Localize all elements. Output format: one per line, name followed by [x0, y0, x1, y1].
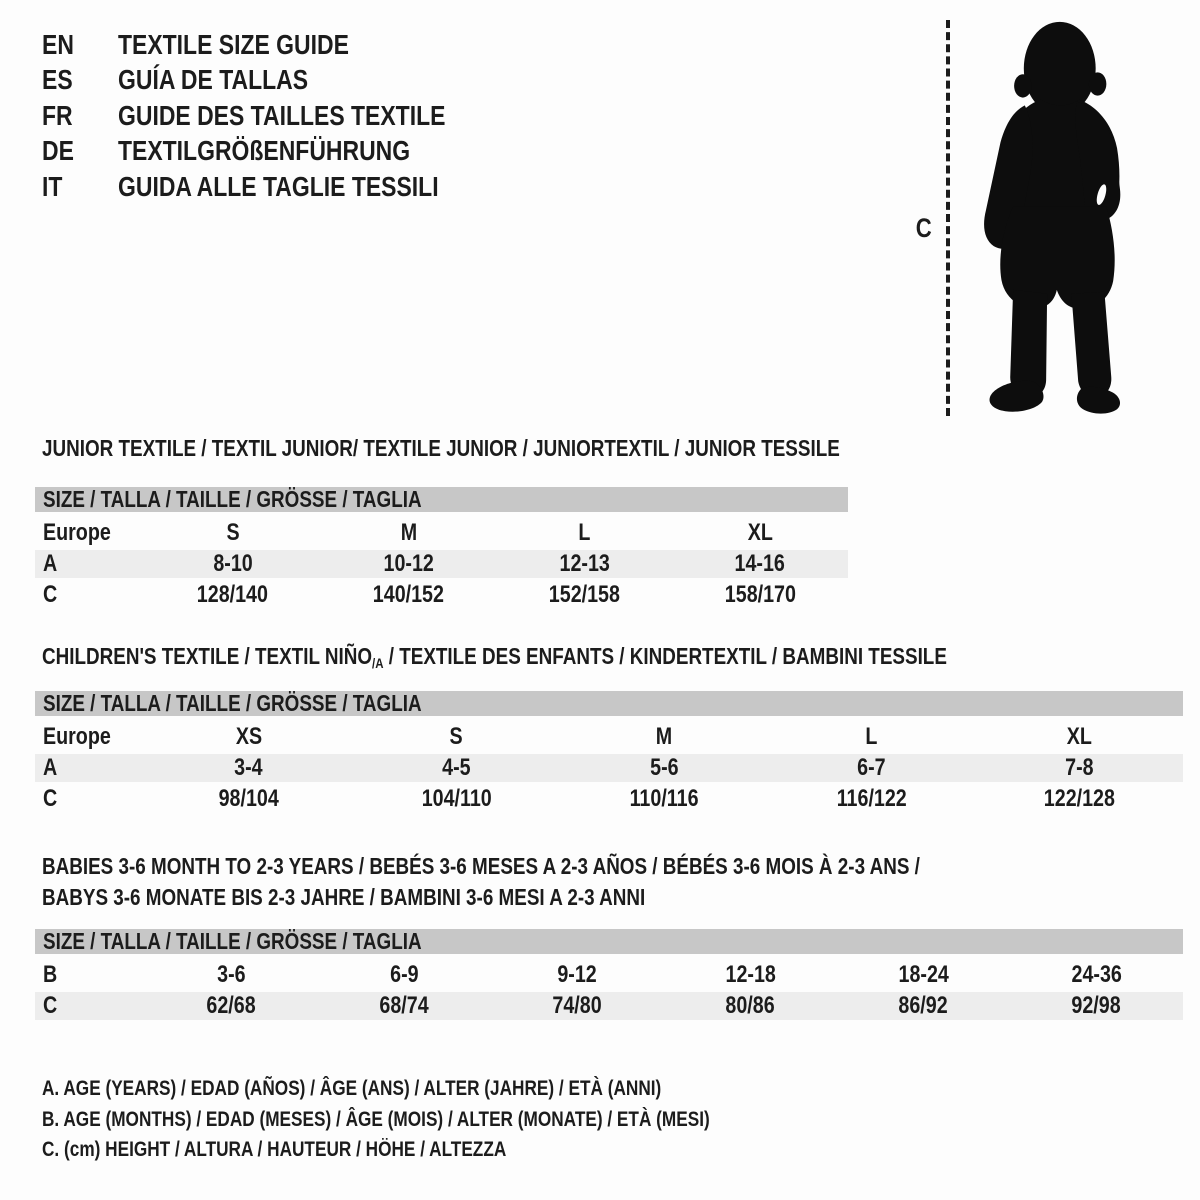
- size-column: L: [865, 722, 878, 750]
- language-row-fr: [42, 98, 517, 134]
- language-code: IT: [42, 170, 63, 202]
- language-code: DE: [42, 135, 74, 167]
- row-label: Europe: [43, 518, 111, 546]
- cell-value: 3-4: [234, 753, 264, 781]
- cell-value: 7-8: [1064, 753, 1094, 781]
- row-label: C: [43, 784, 58, 812]
- table-row-a: [35, 752, 1183, 783]
- children-size-table: [35, 691, 1183, 814]
- cell-value: 6-9: [390, 960, 419, 988]
- language-code: ES: [42, 64, 73, 96]
- cell-value: 158/170: [724, 580, 796, 608]
- size-column: M: [655, 722, 673, 750]
- babies-section-title: BABIES 3-6 MONTH TO 2-3 YEARS / BEBÉS 3-6 MESES A 2-3 AÑOS / BÉBÉS 3-6 MOIS À 2-3 ANS / BABYS 3-6 MONATE BIS 2-3 JAHRE / BAMBINI 3-6 MESI A 2-3 ANNI: [42, 853, 920, 910]
- cell-value: 9-12: [557, 960, 598, 988]
- cell-value: 3-6: [217, 960, 246, 988]
- size-header-label: SIZE / TALLA / TAILLE / GRÖSSE / TAGLIA: [43, 690, 422, 716]
- cell-value: 12-13: [559, 549, 610, 577]
- size-header-label: SIZE / TALLA / TAILLE / GRÖSSE / TAGLIA: [43, 486, 422, 512]
- nino-a-subscript: /A: [372, 655, 384, 671]
- cell-value: 62/68: [206, 991, 257, 1019]
- cell-value: 6-7: [857, 753, 886, 781]
- cell-value: 110/116: [629, 784, 699, 812]
- table-row-c: [35, 783, 1183, 814]
- row-label: Europe: [43, 722, 111, 750]
- cell-value: 4-5: [442, 753, 471, 781]
- language-row-en: [42, 27, 517, 63]
- cell-value: 14-16: [734, 549, 786, 577]
- cell-value: 152/158: [548, 580, 620, 608]
- children-section-title: CHILDREN'S TEXTILE / TEXTIL $NIÑO_{/A}$ / TEXTILE DES ENFANTS / KINDERTEXTIL / BAMBINI TESSILE: [42, 643, 947, 671]
- language-row-es: [42, 63, 517, 99]
- table-row-europe: [35, 721, 1183, 752]
- cell-value: 128/140: [197, 580, 269, 608]
- language-code: FR: [42, 99, 73, 131]
- table-row-europe: [35, 517, 848, 548]
- size-column: S: [449, 722, 463, 750]
- language-title: TEXTILE SIZE GUIDE: [118, 28, 349, 60]
- row-label: C: [43, 580, 58, 608]
- row-label: B: [43, 960, 58, 988]
- cell-value: 74/80: [552, 991, 603, 1019]
- row-label: A: [43, 549, 58, 577]
- language-row-de: [42, 134, 517, 170]
- size-column: XL: [747, 518, 773, 546]
- toddler-silhouette-icon: [966, 16, 1136, 418]
- cell-value: 68/74: [379, 991, 430, 1019]
- size-header-bar: [35, 691, 1183, 716]
- row-label: C: [43, 991, 58, 1019]
- height-measure-line: [946, 20, 950, 416]
- cell-value: 98/104: [218, 784, 279, 812]
- cell-value: 86/92: [898, 991, 949, 1019]
- size-column: XL: [1066, 722, 1092, 750]
- language-title: GUIDA ALLE TAGLIE TESSILI: [118, 170, 439, 202]
- size-column: S: [226, 518, 240, 546]
- size-column: M: [400, 518, 417, 546]
- language-list: [42, 27, 517, 205]
- size-header-bar: [35, 929, 1183, 954]
- junior-size-table: [35, 487, 848, 610]
- cell-value: 5-6: [649, 753, 679, 781]
- size-header-bar: [35, 487, 848, 512]
- legend: [42, 1074, 856, 1166]
- babies-size-table: [35, 929, 1183, 1021]
- language-title: GUÍA DE TALLAS: [118, 64, 309, 96]
- size-column: L: [578, 518, 591, 546]
- cell-value: 80/86: [725, 991, 776, 1019]
- cell-value: 122/128: [1043, 784, 1115, 812]
- language-row-it: [42, 169, 517, 205]
- cell-value: 18-24: [898, 960, 949, 988]
- table-row-c: [35, 990, 1183, 1021]
- size-column: XS: [235, 722, 262, 750]
- language-title: GUIDE DES TAILLES TEXTILE: [118, 99, 446, 131]
- table-row-b: [35, 959, 1183, 990]
- height-label: C: [915, 213, 932, 243]
- cell-value: 24-36: [1071, 960, 1122, 988]
- cell-value: 12-18: [725, 960, 776, 988]
- language-code: EN: [42, 28, 74, 60]
- cell-value: 140/152: [373, 580, 445, 608]
- legend-line-a: A. AGE (YEARS) / EDAD (AÑOS) / ÂGE (ANS) / ALTER (JAHRE) / ETÀ (ANNI): [42, 1077, 662, 1101]
- cell-value: 116/122: [836, 784, 907, 812]
- cell-value: 92/98: [1071, 991, 1122, 1019]
- size-header-label: SIZE / TALLA / TAILLE / GRÖSSE / TAGLIA: [43, 928, 422, 954]
- table-row-c: [35, 579, 848, 610]
- legend-line-c: C. (cm) HEIGHT / ALTURA / HAUTEUR / HÖHE / ALTEZZA: [42, 1138, 507, 1162]
- table-row-a: [35, 548, 848, 579]
- cell-value: 8-10: [213, 549, 253, 577]
- cell-value: 104/110: [421, 784, 492, 812]
- junior-section-title: JUNIOR TEXTILE / TEXTIL JUNIOR/ TEXTILE JUNIOR / JUNIORTEXTIL / JUNIOR TESSILE: [42, 435, 840, 461]
- legend-line-b: B. AGE (MONTHS) / EDAD (MESES) / ÂGE (MOIS) / ALTER (MONATE) / ETÀ (MESI): [42, 1107, 710, 1131]
- cell-value: 10-12: [383, 549, 434, 577]
- row-label: A: [43, 753, 58, 781]
- language-title: TEXTILGRÖßENFÜHRUNG: [118, 135, 411, 167]
